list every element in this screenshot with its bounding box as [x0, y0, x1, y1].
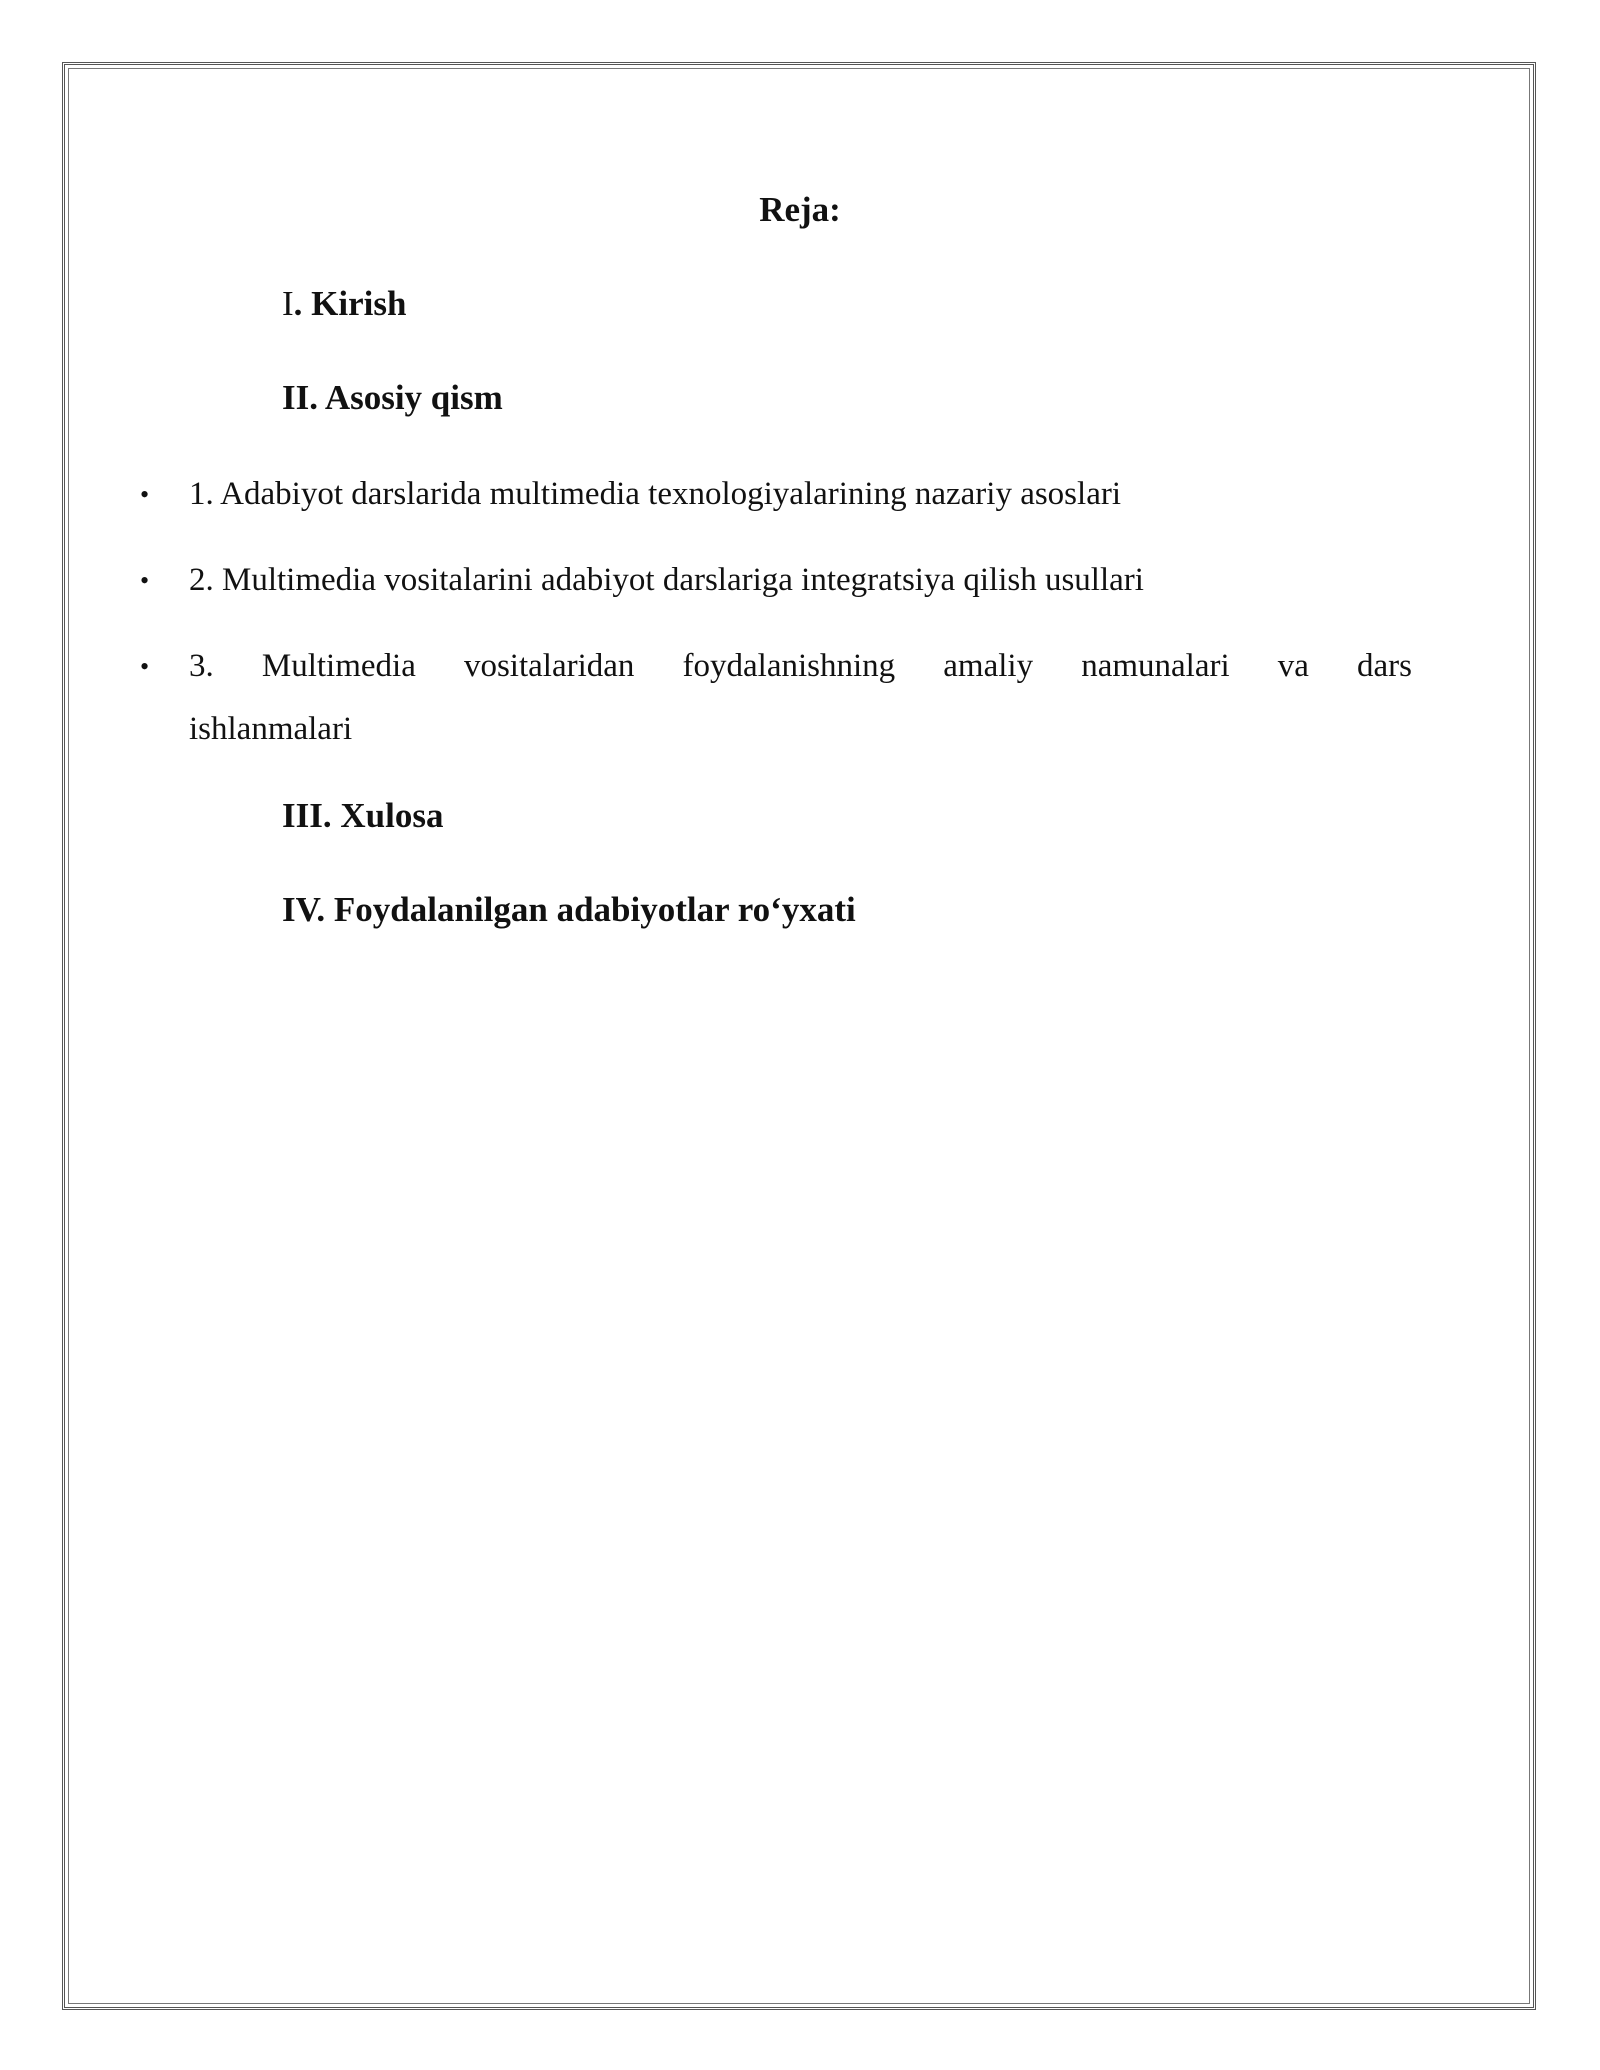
bullet-icon: •	[140, 652, 150, 681]
section-heading-main	[282, 376, 503, 420]
list-item	[140, 549, 1412, 612]
section-heading-conclusion: III. Xulosa	[282, 796, 444, 835]
section-label: Asosiy qism	[318, 378, 503, 417]
page-border-inner	[68, 68, 1530, 2004]
section-label: Kirish	[302, 284, 407, 323]
list-item	[140, 635, 1412, 761]
list-item-text: 2. Multimedia vositalarini adabiyot darslariga integratsiya qilish usullari	[189, 562, 1144, 598]
section-numeral: I	[282, 284, 294, 323]
list-item	[140, 463, 1412, 526]
section-heading-intro	[282, 282, 406, 326]
list-item-text-line: ishlanmalari	[189, 711, 353, 747]
list-item-text: 1. Adabiyot darslarida multimedia texnologiyalarining nazariy asoslari	[189, 476, 1121, 512]
section-numeral: II.	[282, 378, 318, 417]
list-item-text-line: 3. Multimedia vositalaridan foydalanishning amaliy namunalari va dars	[189, 648, 1412, 684]
section-heading-references: IV. Foydalanilgan adabiyotlar ro‘yxati	[282, 890, 856, 929]
bullet-icon: •	[140, 566, 150, 595]
document-title: Reja:	[759, 190, 841, 229]
section-numeral-suffix: .	[293, 284, 303, 323]
page-border	[62, 62, 1536, 2010]
bullet-icon: •	[140, 480, 150, 509]
list-item-text	[189, 635, 1412, 761]
